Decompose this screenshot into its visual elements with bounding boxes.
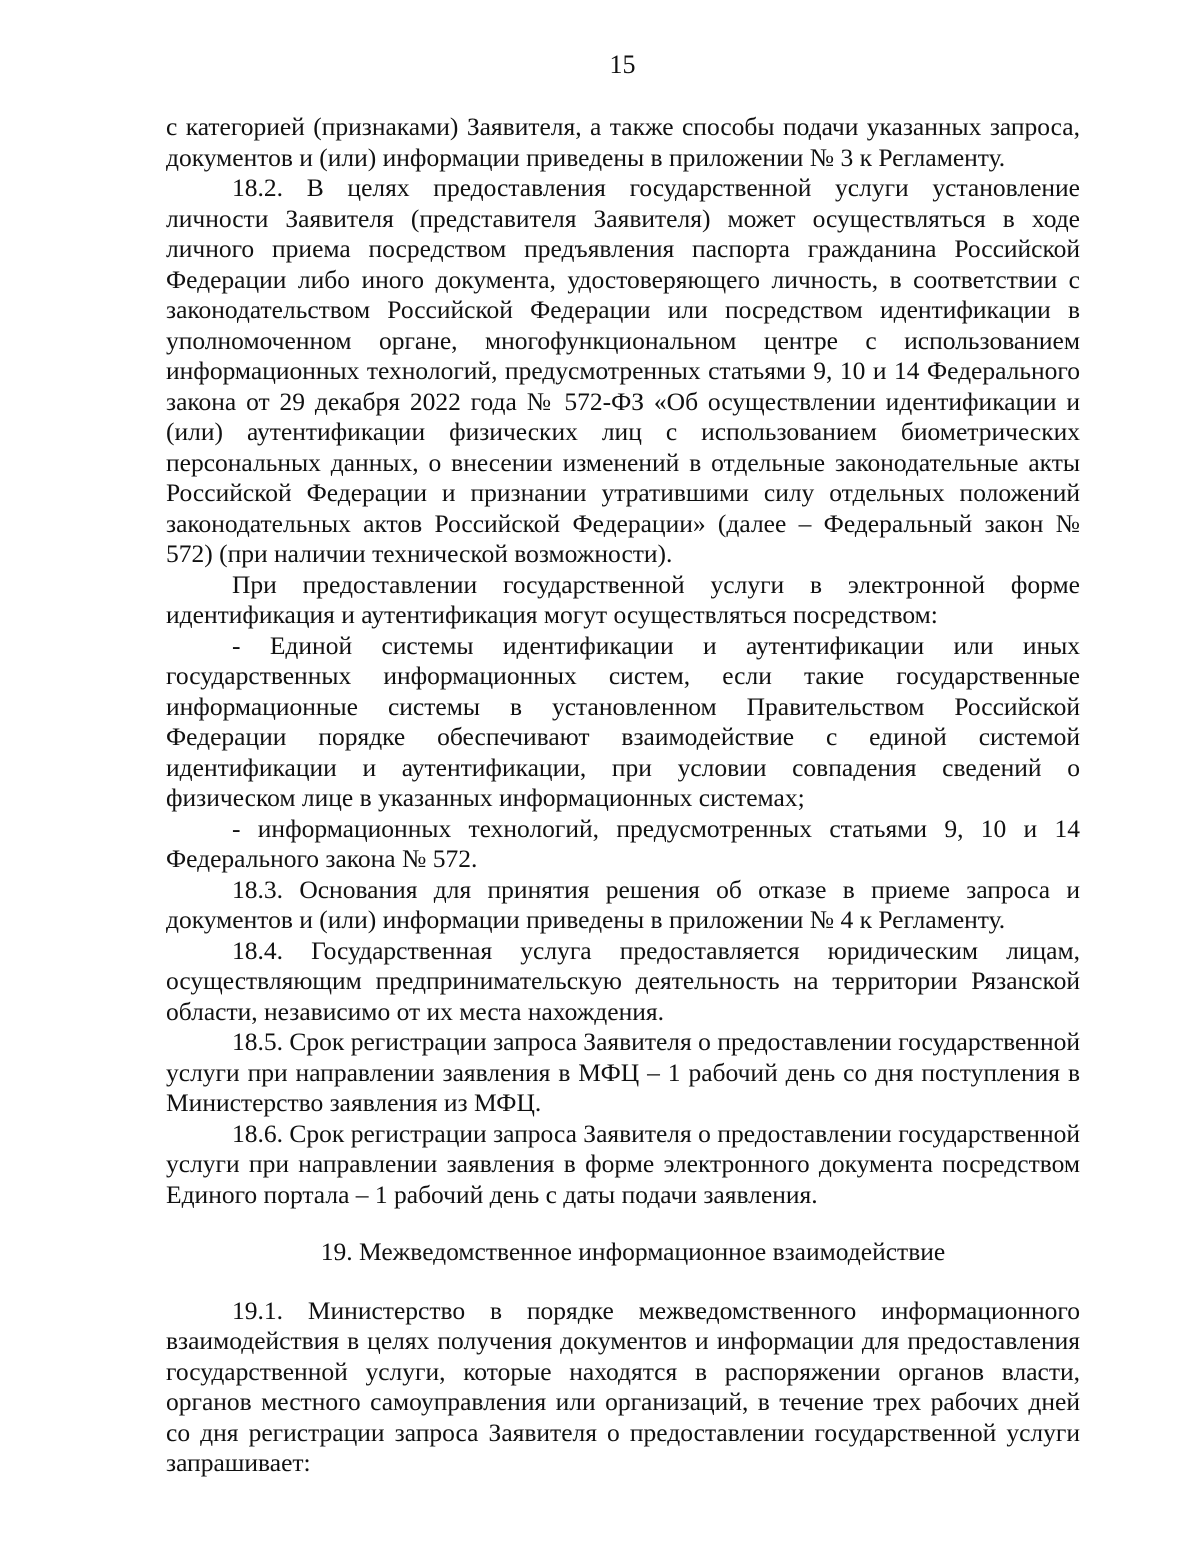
document-body xyxy=(166,112,1080,1479)
paragraph-18-6: 18.6. Срок регистрации запроса Заявителя о предоставлении государственной услуги при направлении заявления в форме электронного документа посредством Единого портала – 1 рабочий день с даты подачи заявления. xyxy=(166,1118,1080,1209)
paragraph-18-3: 18.3. Основания для принятия решения об отказе в приеме запроса и документов и (или) информации приведены в приложении № 4 к Регламенту. xyxy=(166,874,1080,934)
section-heading: 19. Межведомственное информационное взаимодействие xyxy=(320,1237,946,1266)
paragraph-continuation: с категорией (признаками) Заявителя, а также способы подачи указанных запроса, документов и (или) информации приведены в приложении № 3 к Регламенту. xyxy=(166,112,1080,172)
paragraph-19-1: 19.1. Министерство в порядке межведомственного информационного взаимодействия в целях получения документов и информации для предоставления государственной услуги, которые находятся в распоряжении органов власти, органов местного самоуправления или организаций, в течение трех рабочих дней со дня регистрации запроса Заявителя о предоставлении государственной услуги запрашивает: xyxy=(166,1295,1080,1477)
paragraph-18-2: 18.2. В целях предоставления государственной услуги установление личности Заявителя (представителя Заявителя) может осуществляться в ходе личного приема посредством предъявления паспорта гражданина Российской Федерации либо иного документа, удостоверяющего личность, в соответствии с законодательством Российской Федерации или посредством идентификации в уполномоченном органе, многофункциональном центре с использованием информационных технологий, предусмотренных статьями 9, 10 и 14 Федерального закона от 29 декабря 2022 года № 572-ФЗ «Об осуществлении идентификации и (или) аутентификации физических лиц с использованием биометрических персональных данных, о внесении изменений в отдельные законодательные акты Российской Федерации и признании утратившими силу отдельных положений законодательных актов Российской Федерации» (далее – Федеральный закон № 572) (при наличии технической возможности). xyxy=(166,173,1080,568)
paragraph-18-5: 18.5. Срок регистрации запроса Заявителя о предоставлении государственной услуги при направлении заявления в МФЦ – 1 рабочий день со дня поступления в Министерство заявления из МФЦ. xyxy=(166,1027,1080,1117)
paragraph-18-4: 18.4. Государственная услуга предоставляется юридическим лицам, осуществляющим предпринимательскую деятельность на территории Рязанской области, независимо от их места нахождения. xyxy=(166,935,1080,1026)
list-item-information-technologies: - информационных технологий, предусмотренных статьями 9, 10 и 14 Федерального закона № 572. xyxy=(166,813,1080,873)
paragraph-electronic-identification: При предоставлении государственной услуги в электронной форме идентификация и аутентификация могут осуществляться посредством: xyxy=(166,569,1080,629)
page-number: 15 xyxy=(609,50,636,79)
list-item-unified-system: - Единой системы идентификации и аутентификации или иных государственных информационных систем, если такие государственные информационные системы в установленном Правительством Российской Федерации порядке обеспечивают взаимодействие с единой системой идентификации и аутентификации, при условии совпадения сведений о физическом лице в указанных информационных системах; xyxy=(166,630,1080,812)
